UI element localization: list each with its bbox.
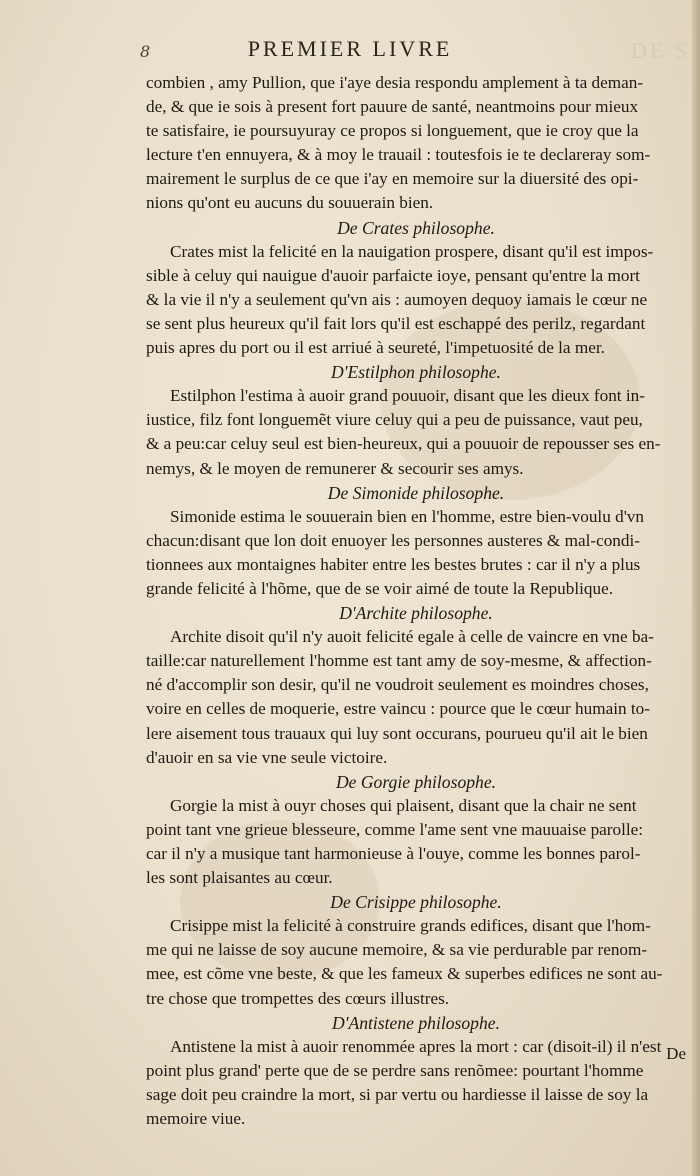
- page-header: [0, 36, 700, 66]
- text-line: te satisfaire, ie poursuyuray ce propos si longuement, que ie croy que la: [146, 121, 639, 141]
- folio-number: 8: [140, 42, 151, 61]
- paragraph-first-line: Archite disoit qu'il n'y auoit felicité egale à celle de vaincre en vne ba-: [170, 627, 654, 647]
- text-line: car il n'y a musique tant harmonieuse à l'ouye, comme les bonnes parol-: [146, 844, 641, 863]
- text-line: se sent plus heureux qu'il fait lors qu'il est eschappé des perilz, regardant: [146, 313, 646, 333]
- text-line: grande felicité à l'hõme, que de se voir aimé de toute la Republique.: [146, 578, 613, 598]
- text-line: tre chose que trompettes des cœurs illustres.: [146, 988, 450, 1008]
- paragraph-first-line: Simonide estima le souuerain bien en l'homme, estre bien-voulu d'vn: [170, 506, 644, 526]
- text-line: & a peu:car celuy seul est bien-heureux, qui a pouuoir de repousser ses en-: [146, 434, 661, 454]
- body-text: [146, 71, 686, 1131]
- text-line: point tant vne grieue blesseure, comme l'ame sent vne mauuaise parolle:: [146, 819, 644, 839]
- text-line: iustice, filz font longuemẽt viure celuy qui a peu de puissance, vaut peu,: [146, 410, 643, 430]
- bleed-through-text: DE S: [630, 38, 690, 63]
- text-line: me qui ne laisse de soy aucune memoire, & sa vie perdurable par renom-: [146, 940, 648, 960]
- text-line: les sont plaisantes au cœur.: [146, 868, 333, 888]
- text-line: mairement le surplus de ce que i'ay en memoire sur la diuersité des opi-: [146, 169, 639, 189]
- paragraph-first-line: Crates mist la felicité en la nauigation prospere, disant qu'il est impos-: [170, 241, 654, 261]
- text-line: mee, est cõme vne beste, & que les fameux & superbes edifices ne sont au-: [146, 964, 663, 984]
- paragraph-first-line: Gorgie la mist à ouyr choses qui plaisent, disant que la chair ne sent: [170, 795, 637, 815]
- text-line: chacun:disant que lon doit enuoyer les personnes austeres & mal-condi-: [146, 530, 640, 550]
- text-line: tionnees aux montaignes habiter entre les bestes brutes : car il n'y a plus: [146, 554, 641, 574]
- section-heading: D'Estilphon philosophe.: [331, 362, 501, 383]
- text-line: né d'accomplir son desir, qu'il ne voudroit seulement es moindres choses,: [146, 675, 649, 695]
- section-heading: De Crates philosophe.: [337, 217, 495, 238]
- text-line: nemys, & le moyen de remunerer & secourir ses amys.: [146, 458, 524, 478]
- paragraph-first-line: Estilphon l'estima à auoir grand pouuoir, disant que les dieux font in-: [170, 386, 645, 406]
- text-line: lecture t'en ennuyera, & à moy le trauail : toutesfois ie te declareray som-: [146, 145, 651, 165]
- text-line: voire en celles de moquerie, estre vaincu : pource que le cœur humain to-: [146, 699, 650, 719]
- text-line: & la vie il n'y a seulement qu'vn ais : aumoyen dequoy iamais le cœur ne: [146, 289, 648, 309]
- text-line: d'auoir en sa vie vne seule victoire.: [146, 747, 388, 767]
- text-line: sage doit peu craindre la mort, si par vertu ou hardiesse il laisse de soy la: [146, 1084, 649, 1104]
- text-line: memoire viue.: [146, 1109, 246, 1129]
- text-line: lere aisement tous trauaux qui luy sont occurans, pourueu qu'il ait le bien: [146, 723, 648, 743]
- section-heading: De Simonide philosophe.: [327, 482, 505, 503]
- text-line: sible à celuy qui nauigue d'auoir parfaicte ioye, pensant qu'entre la mort: [146, 265, 640, 285]
- text-line: taille:car naturellement l'homme est tant amy de soy-mesme, & affection-: [146, 651, 652, 671]
- page-edge-shadow: [692, 0, 700, 1176]
- section-heading: D'Antistene philosophe.: [332, 1012, 500, 1033]
- paragraph-first-line: Crisippe mist la felicité à construire grands edifices, disant que l'hom-: [170, 916, 651, 936]
- section-heading: D'Archite philosophe.: [339, 603, 493, 624]
- text-line: nions qu'ont eu aucuns du souuerain bien.: [146, 193, 434, 213]
- text-line: combien , amy Pullion, que i'aye desia respondu amplement à ta deman-: [146, 73, 644, 92]
- text-line: de, & que ie sois à present fort pauure de santé, neantmoins pour mieux: [146, 97, 639, 117]
- text-line: puis apres du port ou il est arriué à seureté, l'impetuosité de la mer.: [146, 338, 605, 358]
- catchword: De: [666, 1044, 686, 1063]
- section-heading: De Gorgie philosophe.: [335, 771, 497, 792]
- paragraph-first-line: Antistene la mist à auoir renommée apres la mort : car (disoit-il) il n'est: [170, 1036, 662, 1056]
- text-line: point plus grand' perte que de se perdre sans renõmee: pourtant l'homme: [146, 1060, 644, 1080]
- running-title: PREMIER LIVRE: [247, 36, 453, 61]
- section-heading: De Crisippe philosophe.: [330, 892, 502, 913]
